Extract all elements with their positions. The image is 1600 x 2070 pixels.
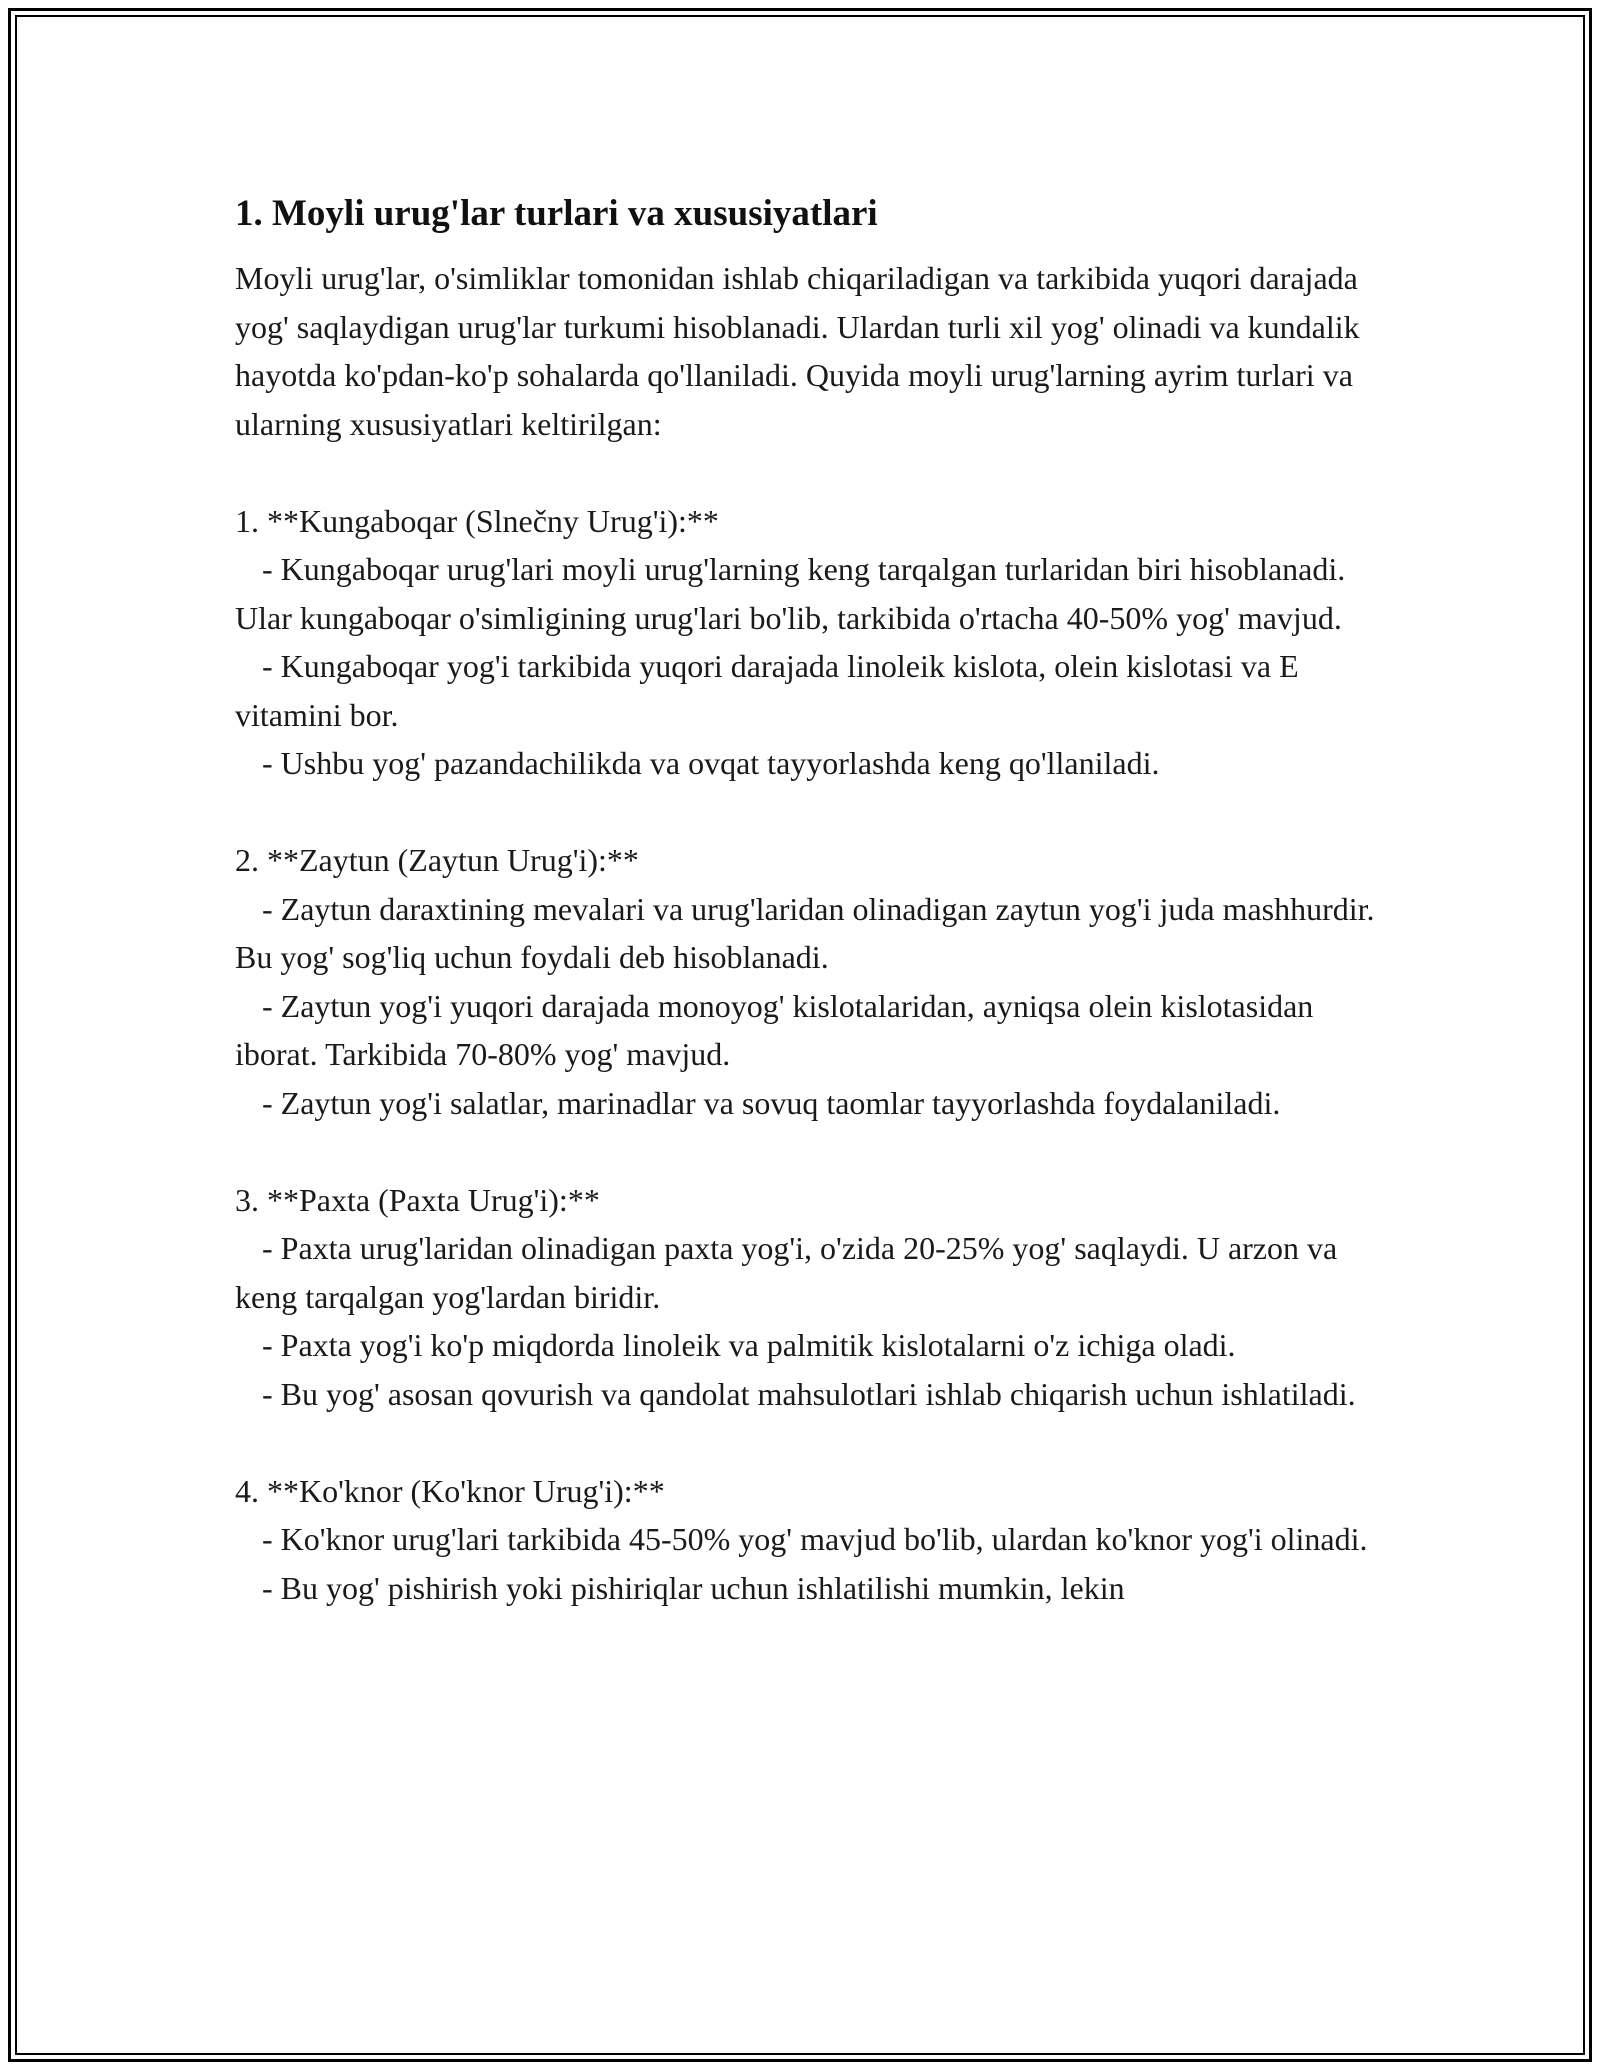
list-item: - Zaytun yog'i salatlar, marinadlar va sovuq taomlar tayyorlashda foydalaniladi. <box>262 1084 1281 1121</box>
section-title: 1. **Kungaboqar (Slnečny Urug'i):** <box>235 502 719 539</box>
seed-section-olive <box>235 836 1375 1127</box>
section-title: 4. **Ko'knor (Ko'knor Urug'i):** <box>235 1472 665 1509</box>
list-item: - Zaytun yog'i yuqori darajada monoyog' kislotalaridan, ayniqsa olein kislotasidan iborat. Tarkibida 70-80% yog' mavjud. <box>235 987 1314 1072</box>
seed-section-cotton <box>235 1176 1375 1419</box>
list-item: - Paxta urug'laridan olinadigan paxta yog'i, o'zida 20-25% yog' saqlaydi. U arzon va keng tarqalgan yog'lardan biridir. <box>235 1230 1338 1315</box>
seed-section-sunflower <box>235 497 1375 788</box>
list-item: - Bu yog' asosan qovurish va qandolat mahsulotlari ishlab chiqarish uchun ishlatiladi. <box>262 1375 1356 1412</box>
list-item: - Zaytun daraxtining mevalari va urug'laridan olinadigan zaytun yog'i juda mashhurdir. Bu yog' sog'liq uchun foydali deb hisoblanadi. <box>235 890 1375 975</box>
list-item: - Bu yog' pishirish yoki pishiriqlar uchun ishlatilishi mumkin, lekin <box>262 1569 1125 1606</box>
section-title: 2. **Zaytun (Zaytun Urug'i):** <box>235 842 639 878</box>
list-item: - Ushbu yog' pazandachilikda va ovqat tayyorlashda keng qo'llaniladi. <box>262 745 1160 781</box>
intro-paragraph: Moyli urug'lar, o'simliklar tomonidan ishlab chiqariladigan va tarkibida yuqori darajada yog' saqlaydigan urug'lar turkumi hisoblanadi. Ulardan turli xil yog' olinadi va kundalik hayotda ko'pdan-ko'p sohalarda qo'llaniladi. Quyida moyli urug'larning ayrim turlari va ularning xususiyatlari keltirilgan: <box>235 260 1360 442</box>
section-heading: 1. Moyli urug'lar turlari va xususiyatlari <box>235 193 878 234</box>
list-item: - Ko'knor urug'lari tarkibida 45-50% yog' mavjud bo'lib, ulardan ko'knor yog'i olinadi. <box>262 1521 1368 1557</box>
list-item: - Kungaboqar yog'i tarkibida yuqori darajada linoleik kislota, olein kislotasi va E vitamini bor. <box>235 648 1299 733</box>
seed-section-poppy <box>235 1467 1375 1613</box>
document-body <box>235 188 1375 1612</box>
list-item: - Paxta yog'i ko'p miqdorda linoleik va palmitik kislotalarni o'z ichiga oladi. <box>262 1327 1236 1363</box>
section-title: 3. **Paxta (Paxta Urug'i):** <box>235 1181 600 1218</box>
list-item: - Kungaboqar urug'lari moyli urug'larning keng tarqalgan turlaridan biri hisoblanadi. Ular kungaboqar o'simligining urug'lari bo'lib, tarkibida o'rtacha 40-50% yog' mavjud. <box>235 551 1346 636</box>
